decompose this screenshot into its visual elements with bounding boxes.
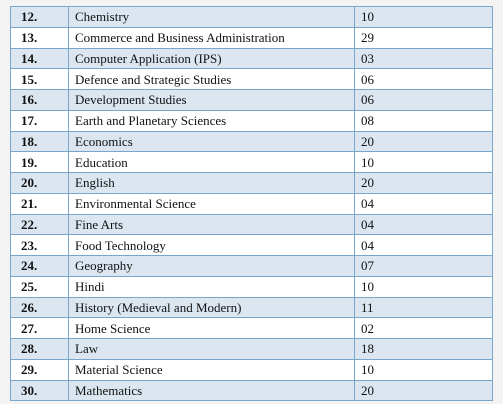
serial-number-cell: 23. <box>11 235 69 256</box>
serial-number-cell: 17. <box>11 110 69 131</box>
count-cell: 18 <box>355 339 493 360</box>
serial-number-cell: 28. <box>11 339 69 360</box>
table-row <box>11 173 493 194</box>
table-row <box>11 110 493 131</box>
count-cell: 08 <box>355 110 493 131</box>
subject-name-cell: Education <box>69 152 355 173</box>
count-cell: 06 <box>355 90 493 111</box>
subject-name-cell: Fine Arts <box>69 214 355 235</box>
table-row <box>11 339 493 360</box>
count-cell: 29 <box>355 27 493 48</box>
table-row <box>11 235 493 256</box>
serial-number-cell: 19. <box>11 152 69 173</box>
count-cell: 03 <box>355 48 493 69</box>
count-cell: 02 <box>355 318 493 339</box>
subject-name-cell: Computer Application (IPS) <box>69 48 355 69</box>
count-cell: 10 <box>355 359 493 380</box>
serial-number-cell: 15. <box>11 69 69 90</box>
subject-name-cell: Food Technology <box>69 235 355 256</box>
table-row <box>11 276 493 297</box>
serial-number-cell: 24. <box>11 256 69 277</box>
serial-number-cell: 12. <box>11 7 69 28</box>
table-row <box>11 27 493 48</box>
table-row <box>11 152 493 173</box>
table-row <box>11 297 493 318</box>
table-row <box>11 359 493 380</box>
count-cell: 07 <box>355 256 493 277</box>
subject-name-cell: Environmental Science <box>69 193 355 214</box>
table-row <box>11 48 493 69</box>
subject-name-cell: History (Medieval and Modern) <box>69 297 355 318</box>
table-row <box>11 318 493 339</box>
count-cell: 20 <box>355 173 493 194</box>
count-cell: 20 <box>355 380 493 401</box>
subject-name-cell: Economics <box>69 131 355 152</box>
table-body <box>11 7 493 401</box>
subject-name-cell: English <box>69 173 355 194</box>
serial-number-cell: 16. <box>11 90 69 111</box>
count-cell: 04 <box>355 214 493 235</box>
count-cell: 20 <box>355 131 493 152</box>
subject-name-cell: Development Studies <box>69 90 355 111</box>
table-row <box>11 131 493 152</box>
table-row <box>11 193 493 214</box>
serial-number-cell: 26. <box>11 297 69 318</box>
serial-number-cell: 22. <box>11 214 69 235</box>
serial-number-cell: 18. <box>11 131 69 152</box>
subject-name-cell: Chemistry <box>69 7 355 28</box>
serial-number-cell: 30. <box>11 380 69 401</box>
subject-name-cell: Earth and Planetary Sciences <box>69 110 355 131</box>
subjects-table <box>10 6 493 401</box>
serial-number-cell: 20. <box>11 173 69 194</box>
table-row <box>11 90 493 111</box>
count-cell: 10 <box>355 7 493 28</box>
count-cell: 10 <box>355 276 493 297</box>
serial-number-cell: 21. <box>11 193 69 214</box>
table-row <box>11 380 493 401</box>
serial-number-cell: 13. <box>11 27 69 48</box>
table-row <box>11 214 493 235</box>
table-row <box>11 256 493 277</box>
subject-name-cell: Commerce and Business Administration <box>69 27 355 48</box>
table-row <box>11 7 493 28</box>
serial-number-cell: 29. <box>11 359 69 380</box>
subject-name-cell: Geography <box>69 256 355 277</box>
count-cell: 04 <box>355 193 493 214</box>
count-cell: 11 <box>355 297 493 318</box>
count-cell: 10 <box>355 152 493 173</box>
serial-number-cell: 25. <box>11 276 69 297</box>
count-cell: 04 <box>355 235 493 256</box>
subject-name-cell: Mathematics <box>69 380 355 401</box>
subject-name-cell: Defence and Strategic Studies <box>69 69 355 90</box>
serial-number-cell: 14. <box>11 48 69 69</box>
subject-name-cell: Home Science <box>69 318 355 339</box>
table-row <box>11 69 493 90</box>
count-cell: 06 <box>355 69 493 90</box>
subject-name-cell: Hindi <box>69 276 355 297</box>
subject-name-cell: Law <box>69 339 355 360</box>
subject-name-cell: Material Science <box>69 359 355 380</box>
serial-number-cell: 27. <box>11 318 69 339</box>
